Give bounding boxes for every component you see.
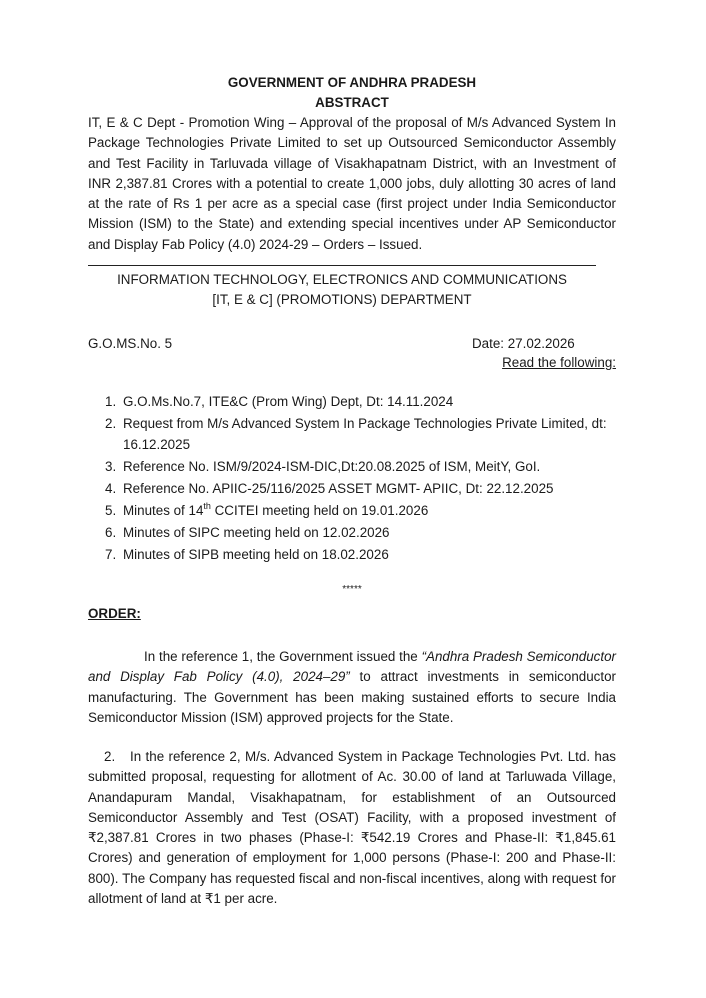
reference-text-post: CCITEI meeting held on 19.01.2026 xyxy=(210,502,429,518)
policy-title: “Andhra Pradesh Semiconductor and Display Fab Policy (4.0), 2024–29” xyxy=(88,649,616,685)
reference-text: Reference No. APIIC-25/116/2025 ASSET MGMT- APIIC, Dt: 22.12.2025 xyxy=(123,480,554,496)
ordinal-suffix: th xyxy=(203,500,211,511)
reference-number: 5. xyxy=(105,502,117,518)
paragraph-text: In the reference 2, M/s. Advanced System in Package Technologies Pvt. Ltd. has submitted proposal, requesting for allotment of Ac. 30.00 of land at Tarluwada Village, Anandapuram Mandal, Visakhapatnam, for establishment of an Outsourced Semiconductor Assembly and Test (OSAT) Facility, with a proposed investment of ₹2,387.81 Crores in two phases (Phase-I: ₹542.19 Crores and Phase-II: ₹1,845.61 Crores) and generation of employment for 1,000 persons (Phase-I: 200 and Phase-II: 800). The Company has requested fiscal and non-fiscal incentives, along with request for allotment of land at ₹1 per acre. xyxy=(88,749,616,907)
reference-number: 7. xyxy=(105,546,117,562)
reference-text: Request from M/s Advanced System In Package Technologies Private Limited, dt: 16.12.2025 xyxy=(123,416,607,452)
reference-text: Reference No. ISM/9/2024-ISM-DIC,Dt:20.08.2025 of ISM, MeitY, GoI. xyxy=(123,458,541,474)
read-following-label: Read the following: xyxy=(502,355,616,370)
reference-text: Minutes of SIPC meeting held on 12.02.2026 xyxy=(123,524,390,540)
order-paragraph-1 xyxy=(88,647,616,728)
reference-item xyxy=(105,414,616,455)
order-paragraph-2 xyxy=(88,747,616,909)
reference-number: 3. xyxy=(105,458,117,474)
reference-text-pre: Minutes of 14 xyxy=(123,502,204,518)
department-name: INFORMATION TECHNOLOGY, ELECTRONICS AND COMMUNICATIONS xyxy=(117,272,567,287)
reference-text: Minutes of SIPB meeting held on 18.02.2026 xyxy=(123,546,389,562)
paragraph-number: 2. xyxy=(104,749,116,764)
reference-list xyxy=(105,392,616,567)
paragraph-text: In the reference 1, the Government issued the xyxy=(144,649,422,664)
section-separator: ***** xyxy=(342,584,362,595)
reference-number: 4. xyxy=(105,480,117,496)
go-date: Date: 27.02.2026 xyxy=(472,336,575,351)
go-number: G.O.MS.No. 5 xyxy=(88,336,173,351)
reference-number: 2. xyxy=(105,416,117,431)
reference-number: 1. xyxy=(105,394,117,409)
reference-number: 6. xyxy=(105,524,117,540)
reference-item xyxy=(105,457,616,478)
reference-text: G.O.Ms.No.7, ITE&C (Prom Wing) Dept, Dt: 14.11.2024 xyxy=(123,394,454,409)
reference-item xyxy=(105,479,616,500)
reference-item xyxy=(105,501,616,522)
order-heading: ORDER: xyxy=(88,606,141,621)
reference-item xyxy=(105,545,616,566)
department-subname: [IT, E & C] (PROMOTIONS) DEPARTMENT xyxy=(212,292,472,307)
government-title: GOVERNMENT OF ANDHRA PRADESH xyxy=(227,75,477,90)
reference-item xyxy=(105,523,616,544)
reference-item xyxy=(105,392,616,413)
reference-text xyxy=(123,501,616,522)
abstract-label: ABSTRACT xyxy=(315,95,389,110)
abstract-text: IT, E & C Dept - Promotion Wing – Approval of the proposal of M/s Advanced System In Package Technologies Private Limited to set up Outsourced Semiconductor Assembly and Test Facility in Tarluvada village of Visakhapatnam District, with an Investment of INR 2,387.81 Crores with a potential to create 1,000 jobs, duly allotting 30 acres of land at the rate of Rs 1 per acre as a special case (first project under India Semiconductor Mission (ISM) to the State) and extending special incentives under AP Semiconductor and Display Fab Policy (4.0) 2024-29 – Orders – Issued. xyxy=(88,115,616,252)
paragraph-text: to attract investments in semiconductor manufacturing. The Government has been making sustained efforts to secure India Semiconductor Mission (ISM) approved projects for the State. xyxy=(88,669,616,725)
horizontal-divider xyxy=(88,265,596,266)
